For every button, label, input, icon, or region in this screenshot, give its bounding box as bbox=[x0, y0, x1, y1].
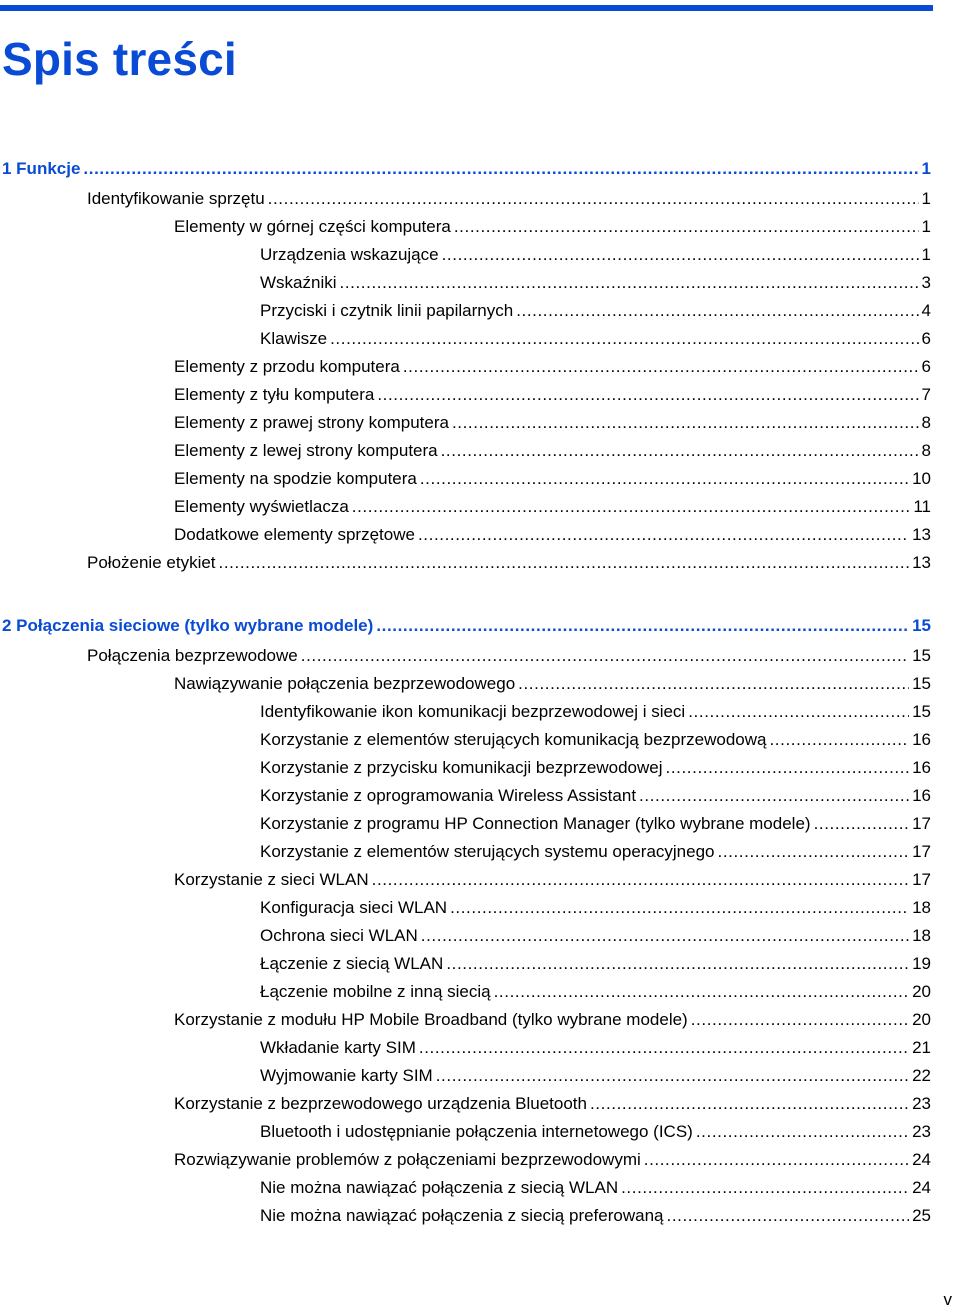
toc-entry[interactable] bbox=[260, 952, 931, 976]
toc-entry[interactable] bbox=[260, 784, 931, 808]
toc-entry[interactable] bbox=[260, 1204, 931, 1228]
toc-leader-dots bbox=[219, 551, 910, 575]
toc-entry[interactable] bbox=[174, 467, 931, 491]
toc-entry-page: 18 bbox=[912, 926, 931, 945]
toc-entry[interactable] bbox=[260, 700, 931, 724]
toc-entry-label: Ochrona sieci WLAN bbox=[260, 926, 418, 945]
toc-entry-page: 1 bbox=[921, 217, 931, 236]
toc-leader-dots bbox=[446, 952, 909, 976]
toc-entry[interactable] bbox=[260, 840, 931, 864]
toc-entry-page: 21 bbox=[912, 1038, 931, 1057]
toc-leader-dots bbox=[372, 868, 909, 892]
toc-chapter-entry[interactable] bbox=[2, 157, 931, 181]
toc-entry-label: Korzystanie z oprogramowania Wireless Assistant bbox=[260, 786, 637, 805]
toc-leader-dots bbox=[644, 1148, 909, 1172]
toc-entry-page: 16 bbox=[912, 730, 931, 749]
toc-entry[interactable] bbox=[260, 896, 931, 920]
toc-entry-page: 24 bbox=[912, 1150, 931, 1169]
toc-entry[interactable] bbox=[87, 551, 931, 575]
toc-entry[interactable] bbox=[260, 728, 931, 752]
page-title: Spis treści bbox=[2, 33, 237, 85]
toc-entry[interactable] bbox=[260, 756, 931, 780]
toc-entry-label: Konfiguracja sieci WLAN bbox=[260, 898, 448, 917]
toc-entry[interactable] bbox=[174, 1092, 931, 1116]
toc-leader-dots bbox=[494, 980, 909, 1004]
toc-leader-dots bbox=[516, 299, 918, 323]
toc-entry[interactable] bbox=[87, 187, 931, 211]
toc-leader-dots bbox=[590, 1092, 909, 1116]
toc-entry-label: Rozwiązywanie problemów z połączeniami bezprzewodowymi bbox=[174, 1150, 641, 1169]
toc-entry-page: 13 bbox=[912, 553, 931, 572]
toc-entry-page: 8 bbox=[921, 413, 931, 432]
toc-entry-page: 17 bbox=[912, 870, 931, 889]
toc-entry-page: 23 bbox=[912, 1094, 931, 1113]
toc-leader-dots bbox=[696, 1120, 909, 1144]
toc-entry-page: 1 bbox=[921, 159, 931, 178]
toc-entry-label: Bluetooth i udostępnianie połączenia internetowego (ICS) bbox=[260, 1122, 693, 1141]
toc-entry-page: 10 bbox=[912, 469, 931, 488]
toc-entry-page: 1 bbox=[921, 189, 931, 208]
toc-entry-label: Łączenie z siecią WLAN bbox=[260, 954, 444, 973]
toc-leader-dots bbox=[421, 924, 909, 948]
toc-entry[interactable] bbox=[260, 1036, 931, 1060]
toc-leader-dots bbox=[330, 327, 918, 351]
toc-entry-page: 7 bbox=[921, 385, 931, 404]
toc-entry-label: Elementy z przodu komputera bbox=[174, 357, 400, 376]
toc-entry-page: 16 bbox=[912, 786, 931, 805]
toc-entry[interactable] bbox=[174, 215, 931, 239]
toc-entry[interactable] bbox=[260, 812, 931, 836]
toc-entry-page: 15 bbox=[912, 616, 931, 635]
toc-entry-page: 25 bbox=[912, 1206, 931, 1225]
toc-entry-label: Nawiązywanie połączenia bezprzewodowego bbox=[174, 674, 516, 693]
toc-entry-label: Elementy na spodzie komputera bbox=[174, 469, 417, 488]
toc-leader-dots bbox=[442, 243, 919, 267]
toc-entry-label: Elementy z tyłu komputera bbox=[174, 385, 375, 404]
toc-leader-dots bbox=[420, 467, 909, 491]
toc-entry-label: Wskaźniki bbox=[260, 273, 337, 292]
toc-entry-label: Urządzenia wskazujące bbox=[260, 245, 439, 264]
toc-leader-dots bbox=[450, 896, 909, 920]
toc-entry[interactable] bbox=[260, 1176, 931, 1200]
toc-entry-label: Nie można nawiązać połączenia z siecią preferowaną bbox=[260, 1206, 664, 1225]
toc-entry[interactable] bbox=[260, 243, 931, 267]
toc-entry-page: 18 bbox=[912, 898, 931, 917]
toc-leader-dots bbox=[377, 383, 918, 407]
toc-leader-dots bbox=[441, 439, 919, 463]
toc-leader-dots bbox=[301, 644, 909, 668]
toc-leader-dots bbox=[83, 157, 918, 181]
toc-entry-page: 6 bbox=[921, 329, 931, 348]
toc-entry-label: Wkładanie karty SIM bbox=[260, 1038, 416, 1057]
toc-entry-label: Korzystanie z sieci WLAN bbox=[174, 870, 369, 889]
toc-entry-page: 23 bbox=[912, 1122, 931, 1141]
toc-entry-label: Połączenia bezprzewodowe bbox=[87, 646, 298, 665]
toc-entry-label: Korzystanie z bezprzewodowego urządzenia Bluetooth bbox=[174, 1094, 587, 1113]
toc-entry[interactable] bbox=[260, 299, 931, 323]
toc-entry[interactable] bbox=[174, 1008, 931, 1032]
toc-entry-page: 15 bbox=[912, 674, 931, 693]
toc-entry-label: Wyjmowanie karty SIM bbox=[260, 1066, 433, 1085]
toc-entry-page: 20 bbox=[912, 1010, 931, 1029]
toc-entry-label: Identyfikowanie sprzętu bbox=[87, 189, 265, 208]
toc-chapter-entry[interactable] bbox=[2, 614, 931, 638]
toc-leader-dots bbox=[666, 756, 910, 780]
toc-leader-dots bbox=[639, 784, 909, 808]
toc-entry-label: 1 Funkcje bbox=[2, 159, 81, 178]
toc-leader-dots bbox=[769, 728, 909, 752]
toc-leader-dots bbox=[688, 700, 909, 724]
toc-leader-dots bbox=[452, 411, 919, 435]
toc-leader-dots bbox=[340, 271, 919, 295]
page-number: v bbox=[943, 1290, 952, 1309]
toc-leader-dots bbox=[436, 1064, 909, 1088]
toc-leader-dots bbox=[418, 523, 909, 547]
toc-leader-dots bbox=[814, 812, 910, 836]
toc-entry-page: 16 bbox=[912, 758, 931, 777]
toc-entry-label: Elementy w górnej części komputera bbox=[174, 217, 451, 236]
toc-entry[interactable] bbox=[174, 411, 931, 435]
toc-entry[interactable] bbox=[260, 1120, 931, 1144]
toc-entry-label: Korzystanie z przycisku komunikacji bezprzewodowej bbox=[260, 758, 663, 777]
toc-entry-page: 17 bbox=[912, 814, 931, 833]
toc-entry[interactable] bbox=[260, 924, 931, 948]
toc-entry[interactable] bbox=[174, 383, 931, 407]
toc-entry-page: 24 bbox=[912, 1178, 931, 1197]
toc-entry-label: Elementy z prawej strony komputera bbox=[174, 413, 449, 432]
toc-entry[interactable] bbox=[174, 355, 931, 379]
toc-leader-dots bbox=[403, 355, 919, 379]
toc-entry-label: Identyfikowanie ikon komunikacji bezprzewodowej i sieci bbox=[260, 702, 686, 721]
toc-leader-dots bbox=[667, 1204, 910, 1228]
toc-entry-page: 22 bbox=[912, 1066, 931, 1085]
toc-entry-label: Korzystanie z elementów sterujących systemu operacyjnego bbox=[260, 842, 715, 861]
toc-entry-label: Korzystanie z elementów sterujących komunikacją bezprzewodową bbox=[260, 730, 767, 749]
toc-entry[interactable] bbox=[174, 523, 931, 547]
toc-leader-dots bbox=[518, 672, 909, 696]
toc-leader-dots bbox=[268, 187, 919, 211]
toc-entry-page: 11 bbox=[913, 497, 931, 516]
toc-leader-dots bbox=[376, 614, 909, 638]
toc-entry-page: 6 bbox=[921, 357, 931, 376]
toc-entry[interactable] bbox=[174, 1148, 931, 1172]
toc-entry[interactable] bbox=[260, 1064, 931, 1088]
toc-entry-label: Elementy z lewej strony komputera bbox=[174, 441, 438, 460]
toc-entry-label: Przyciski i czytnik linii papilarnych bbox=[260, 301, 514, 320]
toc-entry-label: Korzystanie z modułu HP Mobile Broadband (tylko wybrane modele) bbox=[174, 1010, 688, 1029]
toc-entry-page: 20 bbox=[912, 982, 931, 1001]
toc-entry-page: 13 bbox=[912, 525, 931, 544]
toc-entry[interactable] bbox=[174, 672, 931, 696]
toc-entry-page: 17 bbox=[912, 842, 931, 861]
toc-entry-label: Dodatkowe elementy sprzętowe bbox=[174, 525, 415, 544]
toc-entry-label: Klawisze bbox=[260, 329, 328, 348]
toc-leader-dots bbox=[419, 1036, 909, 1060]
toc-entry[interactable] bbox=[174, 439, 931, 463]
toc-entry[interactable] bbox=[260, 327, 931, 351]
toc-entry-label: Łączenie mobilne z inną siecią bbox=[260, 982, 491, 1001]
toc-entry[interactable] bbox=[260, 271, 931, 295]
toc-entry-page: 15 bbox=[912, 702, 931, 721]
toc-entry-page: 1 bbox=[921, 245, 931, 264]
toc-entry-page: 3 bbox=[921, 273, 931, 292]
toc-entry[interactable] bbox=[87, 644, 931, 668]
toc-entry-label: Elementy wyświetlacza bbox=[174, 497, 349, 516]
toc-entry-label: Nie można nawiązać połączenia z siecią WLAN bbox=[260, 1178, 619, 1197]
toc-entry-page: 8 bbox=[921, 441, 931, 460]
toc-leader-dots bbox=[691, 1008, 909, 1032]
toc-leader-dots bbox=[621, 1176, 909, 1200]
toc-leader-dots bbox=[718, 840, 910, 864]
toc-entry-label: Korzystanie z programu HP Connection Manager (tylko wybrane modele) bbox=[260, 814, 811, 833]
toc-leader-dots bbox=[454, 215, 919, 239]
toc-entry-page: 19 bbox=[912, 954, 931, 973]
toc-entry-page: 4 bbox=[921, 301, 931, 320]
toc-entry[interactable] bbox=[174, 868, 931, 892]
toc-entry-label: 2 Połączenia sieciowe (tylko wybrane modele) bbox=[2, 616, 374, 635]
toc-entry-label: Położenie etykiet bbox=[87, 553, 216, 572]
toc-leader-dots bbox=[352, 495, 911, 519]
toc-entry[interactable] bbox=[260, 980, 931, 1004]
toc-entry-page: 15 bbox=[912, 646, 931, 665]
toc-entry[interactable] bbox=[174, 495, 931, 519]
